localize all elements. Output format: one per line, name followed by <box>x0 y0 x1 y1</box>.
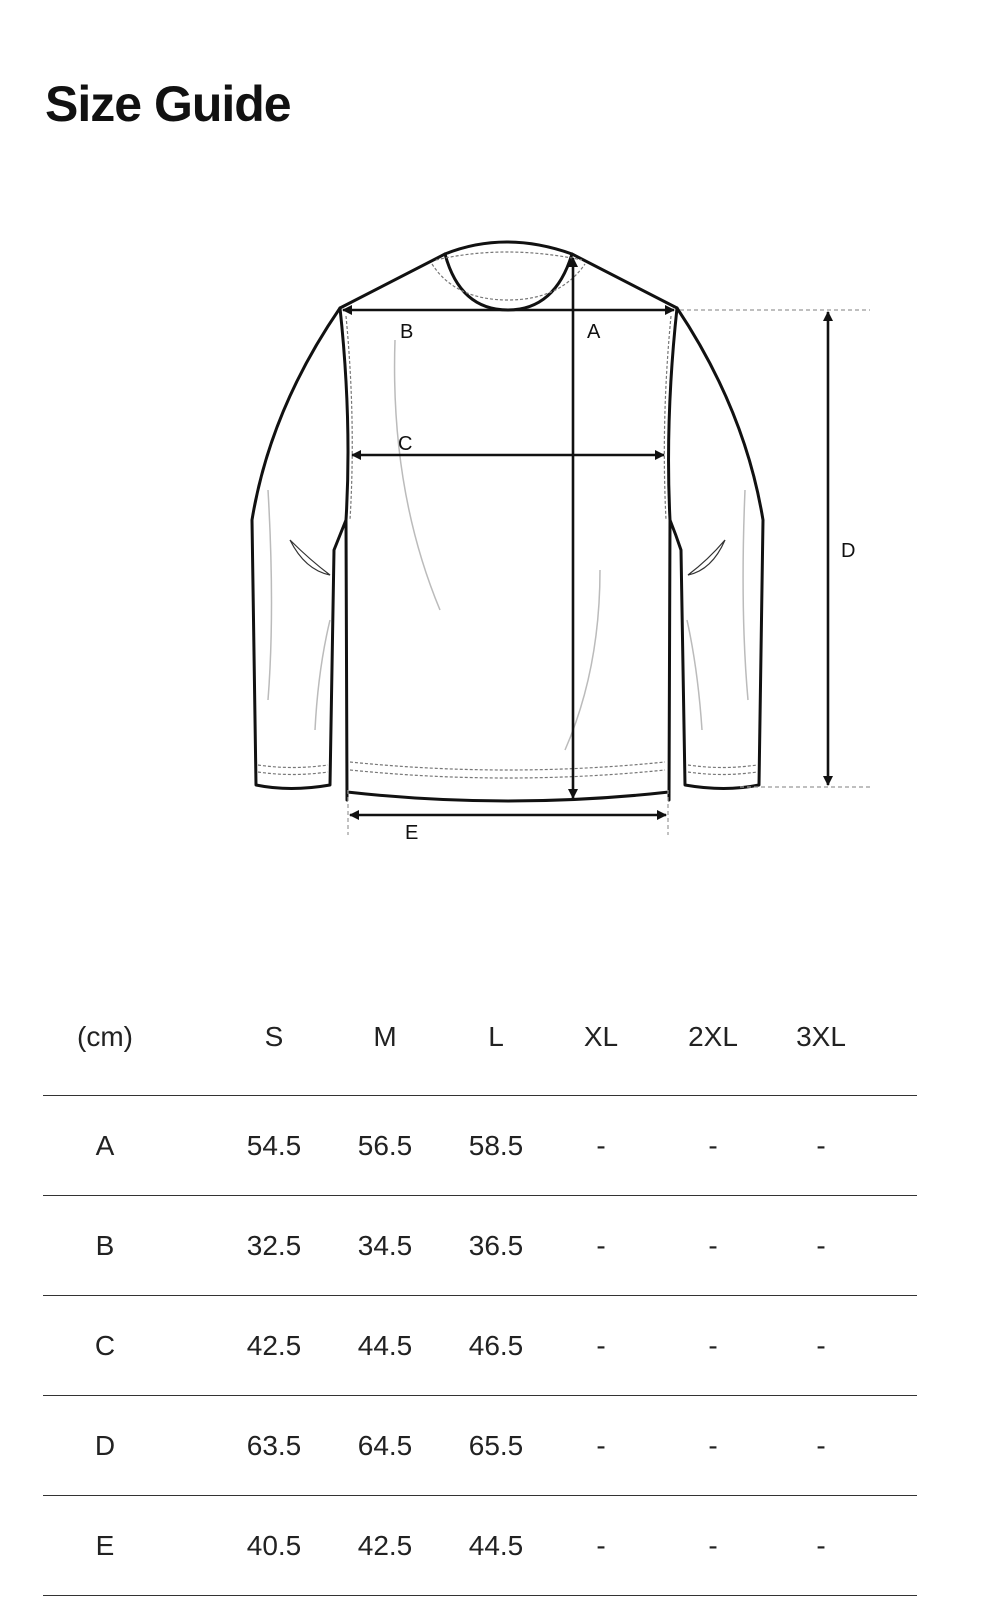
table-row <box>43 1396 917 1496</box>
table-cell: 56.5 <box>357 1129 413 1161</box>
table-cell: - <box>708 1329 718 1361</box>
row-label: C <box>94 1329 116 1361</box>
page-title: Size Guide <box>45 76 291 132</box>
label-e: E <box>405 822 419 844</box>
table-cell: 32.5 <box>246 1229 302 1261</box>
table-cell: 36.5 <box>468 1229 524 1261</box>
size-header: XL <box>583 1021 619 1052</box>
table-cell: 58.5 <box>468 1129 524 1161</box>
table-cell: - <box>816 1129 826 1161</box>
size-header: L <box>488 1021 504 1052</box>
table-cell: - <box>596 1229 606 1261</box>
shirt-outline <box>252 242 763 801</box>
table-row <box>43 1096 917 1196</box>
table-cell: 64.5 <box>357 1429 413 1461</box>
table-cell: 44.5 <box>468 1529 524 1561</box>
table-cell: - <box>816 1529 826 1561</box>
table-cell: - <box>596 1329 606 1361</box>
table-row <box>43 1496 917 1596</box>
table-row <box>43 1196 917 1296</box>
row-label: A <box>95 1129 115 1161</box>
table-cell: - <box>708 1429 718 1461</box>
table-cell: - <box>816 1329 826 1361</box>
size-header: S <box>264 1021 284 1052</box>
row-label: B <box>95 1229 115 1261</box>
table-cell: - <box>596 1529 606 1561</box>
size-header: 3XL <box>796 1021 846 1052</box>
size-header: 2XL <box>688 1021 738 1052</box>
size-table <box>43 1000 917 1596</box>
table-cell: 46.5 <box>468 1329 524 1361</box>
table-cell: 40.5 <box>246 1529 302 1561</box>
size-header: M <box>373 1021 397 1052</box>
table-cell: 63.5 <box>246 1429 302 1461</box>
table-row <box>43 1296 917 1396</box>
table-cell: - <box>708 1229 718 1261</box>
label-b: B <box>400 321 414 343</box>
table-cell: - <box>708 1529 718 1561</box>
table-cell: - <box>708 1129 718 1161</box>
row-label: D <box>94 1429 116 1461</box>
sleeve-fold-marks <box>290 540 725 575</box>
table-cell: 54.5 <box>246 1129 302 1161</box>
table-cell: 42.5 <box>246 1329 302 1361</box>
table-cell: - <box>596 1129 606 1161</box>
row-label: E <box>95 1529 115 1561</box>
unit-label: (cm) <box>77 1021 133 1052</box>
fold-lines <box>268 340 748 750</box>
garment-diagram <box>0 230 1000 880</box>
table-cell: 42.5 <box>357 1529 413 1561</box>
table-cell: - <box>816 1429 826 1461</box>
size-table-header <box>43 1000 917 1096</box>
table-cell: 65.5 <box>468 1429 524 1461</box>
table-cell: - <box>596 1429 606 1461</box>
label-c: C <box>398 433 413 455</box>
label-d: D <box>841 540 856 562</box>
label-a: A <box>587 321 601 343</box>
table-cell: 34.5 <box>357 1229 413 1261</box>
table-cell: - <box>816 1229 826 1261</box>
table-cell: 44.5 <box>357 1329 413 1361</box>
